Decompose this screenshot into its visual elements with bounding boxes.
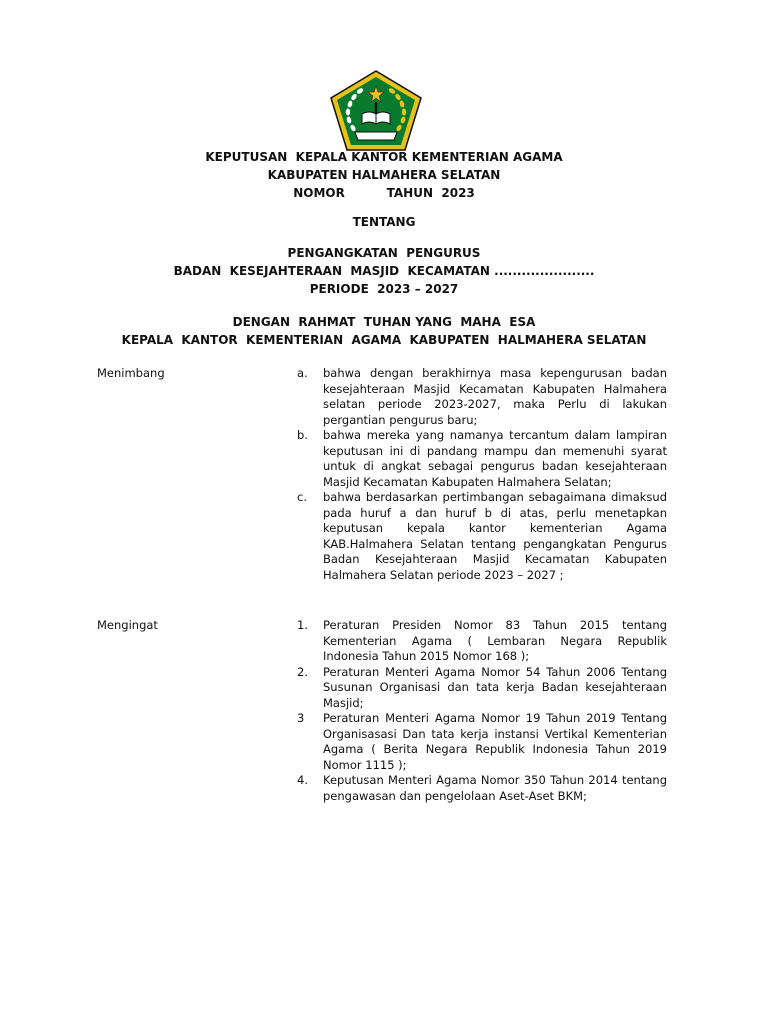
list-item: [297, 618, 667, 665]
subject-line-2: BADAN KESEJAHTERAAN MASJID KECAMATAN ......................: [173, 264, 595, 278]
item-text: Peraturan Menteri Agama Nomor 19 Tahun 2019 Tentang Organisasasi Dan tata kerja instansi Vertikal Kementerian Agama ( Berita Negara Republik Indonesia Tahun 2019 Nomor 1115 );: [323, 711, 667, 772]
item-text: bahwa dengan berakhirnya masa kepengurusan badan kesejahteraan Masjid Kecamatan Kabupaten Halmahera selatan periode 2023-2027, maka Perlu di lakukan pergantian pengurus baru;: [323, 366, 667, 427]
item-text: Keputusan Menteri Agama Nomor 350 Tahun 2014 tentang pengawasan dan pengelolaan Aset-Aset BKM;: [323, 773, 667, 803]
item-marker: c.: [297, 490, 307, 504]
preamble-block: [0, 313, 768, 349]
item-marker: a.: [297, 366, 308, 380]
subject-block: [0, 244, 768, 298]
item-text: Peraturan Presiden Nomor 83 Tahun 2015 tentang Kementerian Agama ( Lembaran Negara Republik Indonesia Tahun 2015 Nomor 168 );: [323, 618, 667, 663]
mengingat-list: [297, 618, 667, 804]
menimbang-label: Menimbang: [97, 366, 165, 380]
item-marker: b.: [297, 428, 308, 442]
item-text: bahwa berdasarkan pertimbangan sebagaimana dimaksud pada huruf a dan huruf b di atas, perlu menetapkan keputusan kepala kantor kementerian Agama KAB.Halmahera Selatan tentang pengangkatan Pengurus Badan Kesejahteraan Masjid Kecamatan Kabupaten Halmahera Selatan periode 2023 – 2027 ;: [323, 490, 667, 582]
emblem-icon: [329, 70, 423, 152]
item-marker: 3: [297, 711, 305, 725]
preamble-line-1: DENGAN RAHMAT TUHAN YANG MAHA ESA: [232, 315, 536, 329]
mengingat-label: Mengingat: [97, 618, 158, 632]
decree-title-block: [0, 148, 768, 202]
list-item: [297, 490, 667, 583]
preamble-line-2: KEPALA KANTOR KEMENTERIAN AGAMA KABUPATEN HALMAHERA SELATAN: [121, 333, 647, 347]
title-line-2: KABUPATEN HALMAHERA SELATAN: [267, 168, 501, 182]
list-item: [297, 711, 667, 773]
item-text: bahwa mereka yang namanya tercantum dalam lampiran keputusan ini di pandang mampu dan memenuhi syarat untuk di angkat sebagai pengurus badan kesejahteraan Masjid Kecamatan Kabupaten Halmahera Selatan;: [323, 428, 667, 489]
title-line-1: KEPUTUSAN KEPALA KANTOR KEMENTERIAN AGAMA: [205, 150, 563, 164]
item-marker: 4.: [297, 773, 308, 787]
title-line-3: NOMOR TAHUN 2023: [293, 186, 475, 200]
list-item: [297, 665, 667, 712]
tentang-heading: [0, 213, 768, 231]
item-marker: 2.: [297, 664, 308, 679]
list-item: [297, 366, 667, 428]
list-item: [297, 773, 667, 804]
subject-line-1: PENGANGKATAN PENGURUS: [287, 246, 481, 260]
kementerian-agama-logo: [329, 70, 423, 152]
item-marker: 1.: [297, 618, 308, 632]
tentang-label: TENTANG: [352, 215, 416, 229]
menimbang-list: [297, 366, 667, 583]
list-item: [297, 428, 667, 490]
item-text: Peraturan Menteri Agama Nomor 54 Tahun 2006 Tentang Susunan Organisasi dan tata kerja Badan kesejahteraan Masjid;: [323, 664, 667, 710]
subject-line-3: PERIODE 2023 – 2027: [309, 282, 459, 296]
